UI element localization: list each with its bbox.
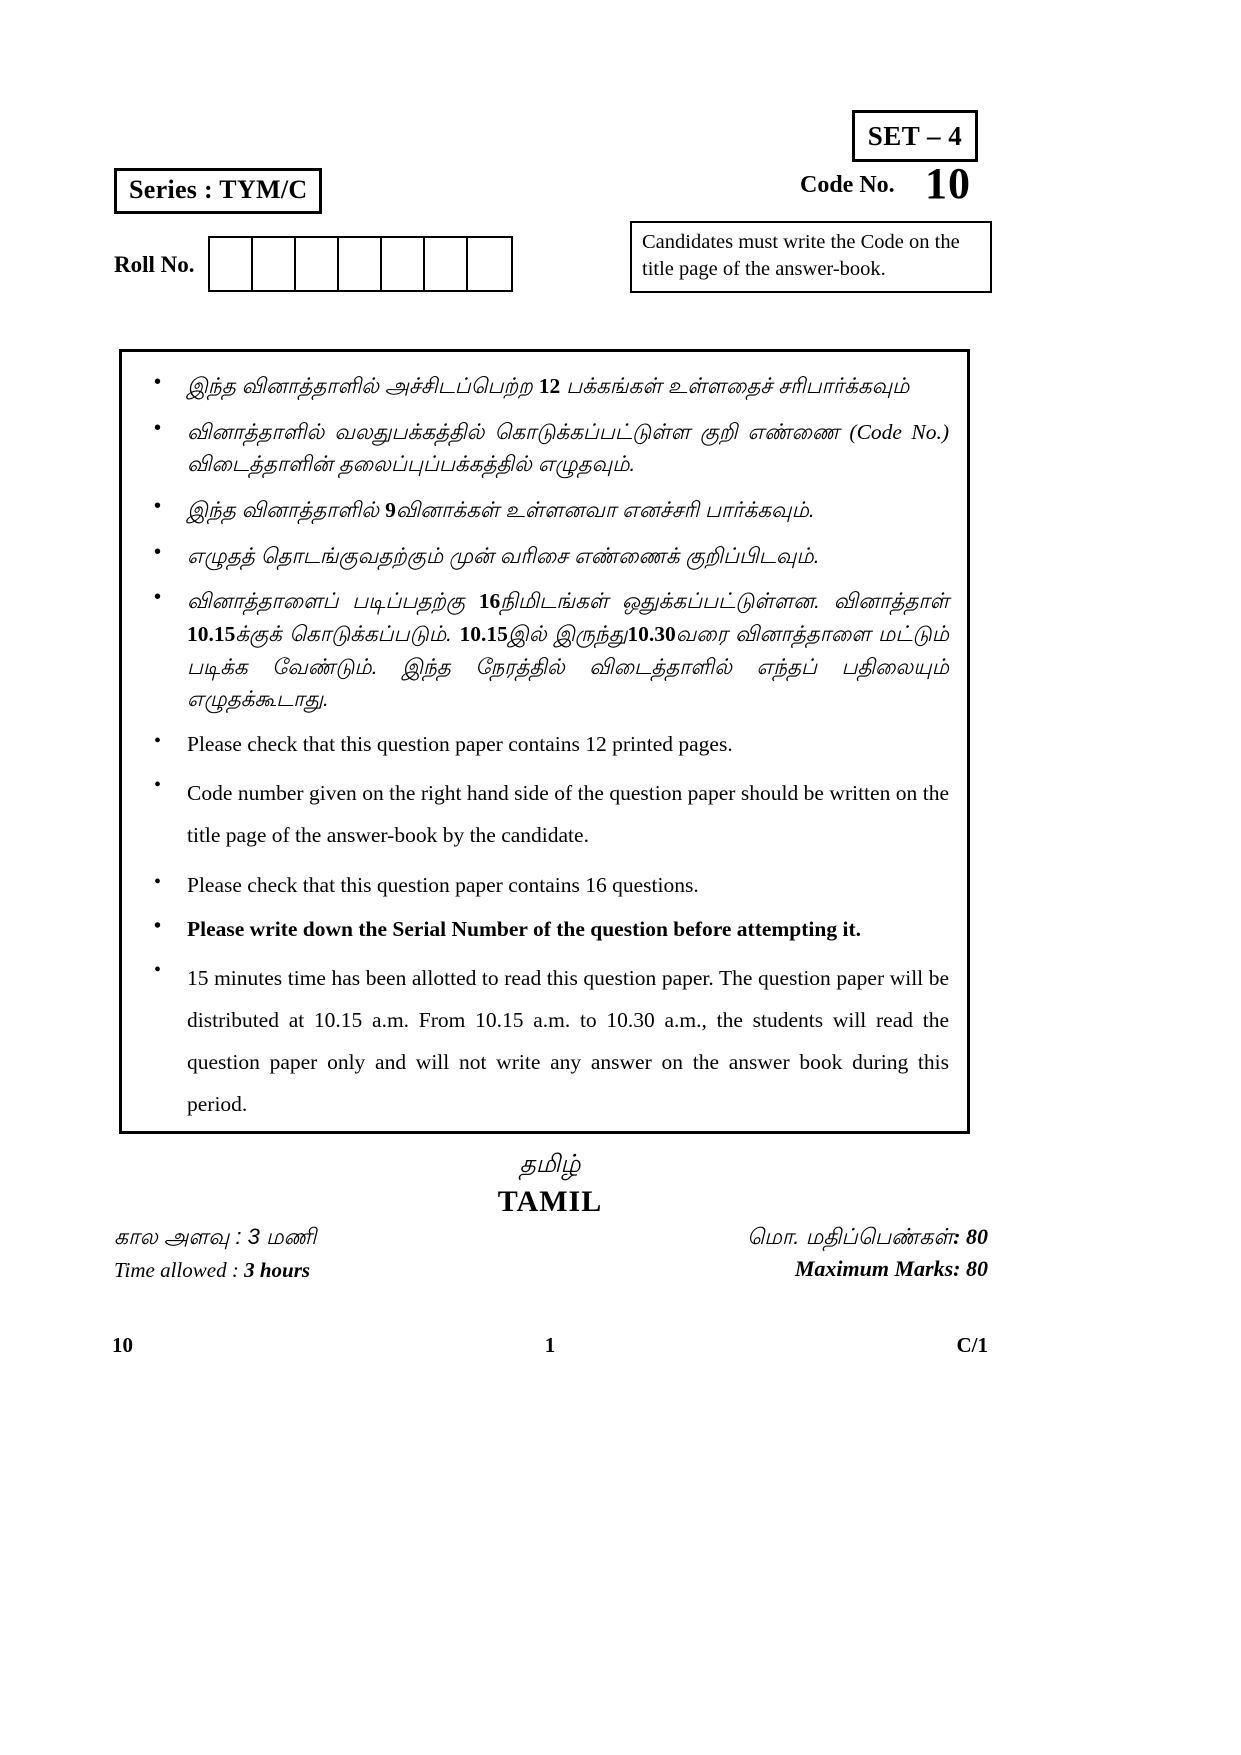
series-box: Series : TYM/C [114,168,322,214]
time-allowed-prefix: Time allowed : [114,1258,245,1282]
text-run: questions. [606,873,699,898]
emphasis-number: 16 [585,873,607,898]
roll-no-cell[interactable] [296,238,339,290]
maximum-marks-tamil-value: : 80 [953,1224,988,1249]
instruction-item-english [140,729,949,760]
instruction-item-tamil [140,494,949,527]
instruction-item-tamil [140,585,949,716]
text-run: வரை வினாத்தாளை மட்டும் படிக்க வேண்டும். இந்த நேரத்தில் விடைத்தாளில் எந்தப் பதிலையும் எழுதக்கூடாது. [187,622,949,712]
english-instruction-list [140,729,949,1126]
emphasis-number: 10.30 [627,622,676,647]
set-number-box: SET – 4 [852,110,978,162]
text-run: Please check that this question paper contains [187,732,586,757]
maximum-marks-tamil [747,1224,988,1253]
instruction-item-english [140,914,949,945]
emphasis-number: 16 [478,589,501,614]
maximum-marks-english [795,1256,988,1282]
subject-title-tamil: தமிழ் [519,1150,581,1178]
tamil-instruction-list [140,370,949,716]
roll-no-cell[interactable] [339,238,382,290]
text-run: வினாக்கள் உள்ளனவா எனச்சரி பார்க்கவும். [395,498,815,523]
text-run: Code number given on the right hand side of the question paper should be written on the title page of the answer-book by the candidate. [187,781,949,848]
instruction-item-english [140,870,949,901]
roll-no-cell[interactable] [253,238,296,290]
instruction-item-tamil [140,416,949,481]
roll-no-cell[interactable] [210,238,253,290]
text-run: நிமிடங்கள் ஒதுக்கப்பட்டுள்ளன. வினாத்தாள் [500,589,949,614]
time-allowed-english [114,1258,310,1283]
candidates-note-box: Candidates must write the Code on the title page of the answer-book. [630,221,992,293]
roll-no-cell[interactable] [382,238,425,290]
text-run: Please write down the Serial Number of the question before attempting it. [187,917,861,942]
roll-no-grid[interactable] [208,236,513,292]
maximum-marks-tamil-prefix: மொ. மதிப்பெண்கள் [747,1224,954,1249]
instruction-item-english [140,958,949,1126]
text-run: Please check that this question paper contains [187,873,586,898]
emphasis-number: 10.15 [459,622,508,647]
time-allowed-tamil: கால அளவு : 3 மணி [114,1224,317,1249]
maximum-marks-english-prefix: Maximum Marks [794,1256,954,1281]
instruction-item-english [140,773,949,857]
text-run: இந்த வினாத்தாளில் அச்சிடப்பெற்ற [187,374,539,398]
emphasis-number: 9 [385,498,396,523]
roll-no-label: Roll No. [114,252,195,277]
roll-no-cell[interactable] [425,238,468,290]
text-run: வினாத்தாளில் வலதுபக்கத்தில் கொடுக்கப்பட்டுள்ள குறி எண்ணை [187,419,850,444]
subject-title-english: TAMIL [497,1185,603,1218]
code-no-value: 10 [925,159,971,208]
text-run: printed pages. [606,732,733,757]
text-run: வினாத்தாளைப் படிப்பதற்கு [187,589,479,614]
emphasis-number: 10.15 [187,622,236,647]
text-run: 15 minutes time has been allotted to read this question paper. The question paper will be distributed at 10.15 a.m. From 10.15 a.m. to 10.30 a.m., the students will read the question paper only and will not write any answer on the answer book during this period. [187,966,949,1117]
instruction-item-tamil [140,540,949,573]
text-run: க்குக் கொடுக்கப்படும். [235,622,460,647]
maximum-marks-english-value: : 80 [953,1256,988,1281]
footer-page-number: 1 [544,1333,556,1357]
text-run: விடைத்தாளின் தலைப்புப்பக்கத்தில் எழுதவும். [187,452,636,477]
emphasis-number: 12 [538,374,561,398]
instructions-box [119,349,970,1134]
text-run: இந்த வினாத்தாளில் [187,498,386,523]
text-run: பக்கங்கள் உள்ளதைச் சரிபார்க்கவும் [560,374,910,398]
emphasis-number: 12 [585,732,607,757]
code-no-reference: (Code No.) [849,419,950,444]
text-run: இல் இருந்து [507,622,628,647]
footer-set-code: C/1 [956,1333,988,1357]
code-no-label: Code No. [800,172,895,198]
text-run: எழுதத் தொடங்குவதற்கும் முன் வரிசை எண்ணைக் குறிப்பிடவும். [187,543,820,568]
instruction-item-tamil [140,370,949,403]
time-allowed-value: 3 hours [244,1258,311,1282]
roll-no-cell[interactable] [468,238,511,290]
footer-code: 10 [112,1333,133,1357]
